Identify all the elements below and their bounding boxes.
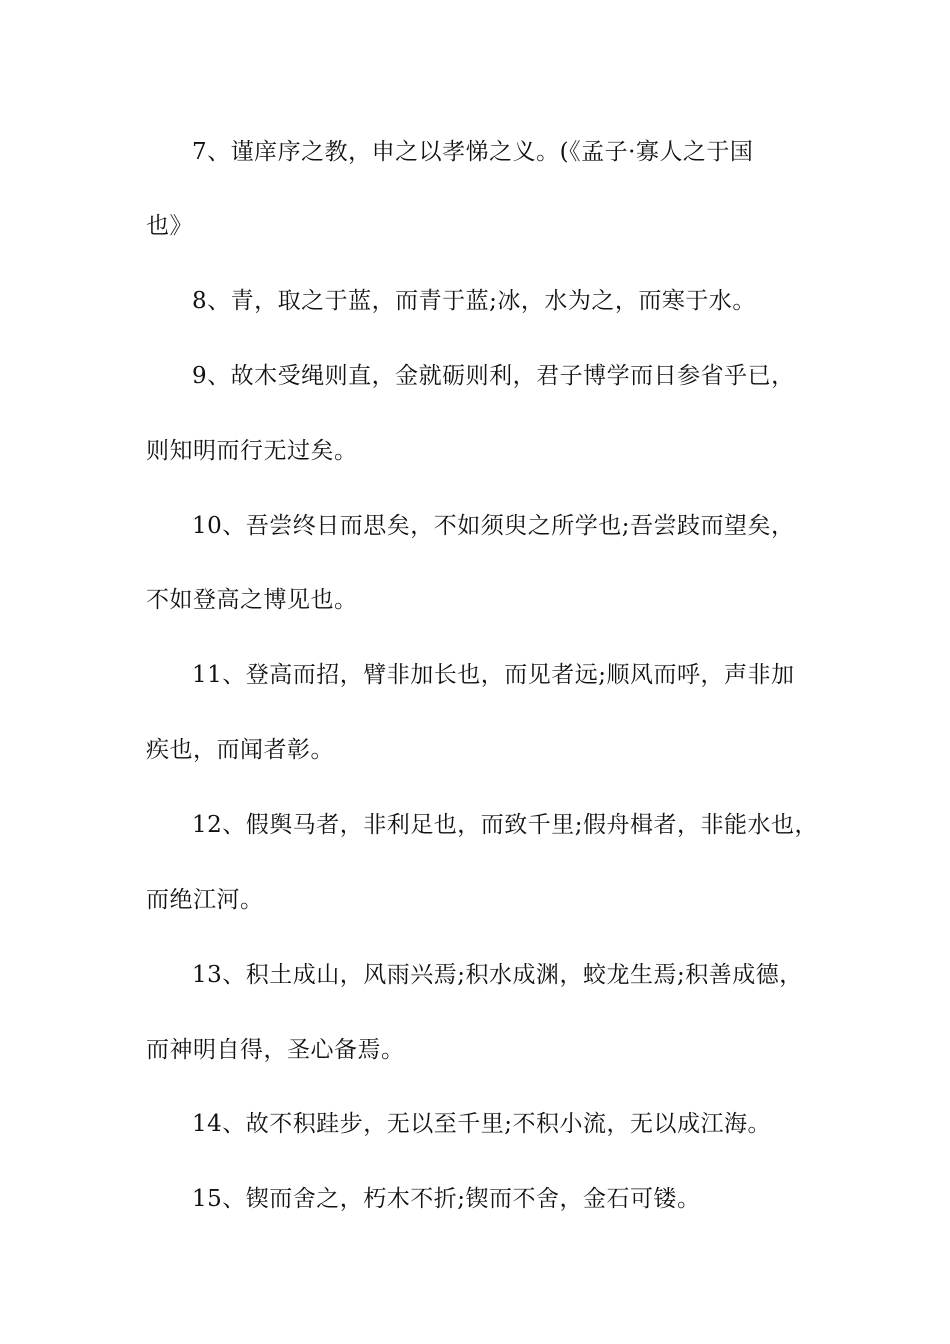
line-14: 14、故不积跬步，无以至千里;不积小流，无以成江海。	[192, 1111, 772, 1137]
line-13-part-2: 而神明自得，圣心备焉。	[146, 1037, 405, 1063]
line-15: 15、锲而舍之，朽木不折;锲而不舍，金石可镂。	[192, 1186, 701, 1212]
line-8: 8、青，取之于蓝，而青于蓝;冰，水为之，而寒于水。	[192, 288, 756, 314]
line-7-part-2: 也》	[146, 213, 193, 239]
line-12-part-1: 12、假舆马者，非利足也，而致千里;假舟楫者，非能水也，	[192, 812, 819, 838]
line-9-part-2: 则知明而行无过矣。	[146, 438, 358, 464]
line-12-part-2: 而绝江河。	[146, 887, 264, 913]
line-13-part-1: 13、积土成山，风雨兴焉;积水成渊，蛟龙生焉;积善成德，	[192, 962, 803, 988]
line-11-part-1: 11、登高而招，臂非加长也，而见者远;顺风而呼，声非加	[192, 662, 795, 688]
line-9-part-1: 9、故木受绳则直，金就砺则利，君子博学而日参省乎已，	[192, 363, 795, 389]
line-7-part-1: 7、谨庠序之教，申之以孝悌之义。(《孟子·寡人之于国	[192, 139, 754, 165]
line-11-part-2: 疾也，而闻者彰。	[146, 737, 334, 763]
line-10-part-1: 10、吾尝终日而思矣，不如须臾之所学也;吾尝跂而望矣，	[192, 513, 795, 539]
line-10-part-2: 不如登高之博见也。	[146, 587, 358, 613]
